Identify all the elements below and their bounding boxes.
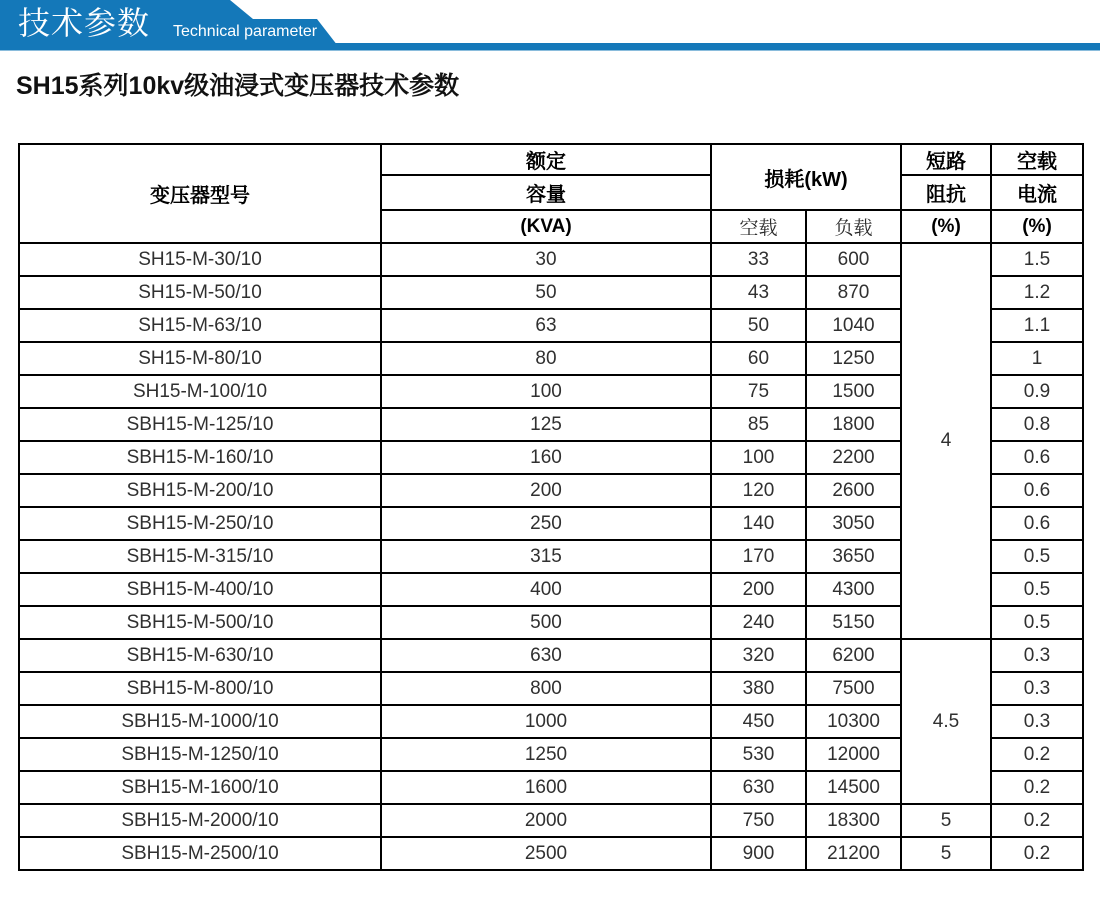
- capacity-cell: 1600: [381, 771, 711, 804]
- model-cell: SBH15-M-2000/10: [19, 804, 381, 837]
- banner-title-en: Technical parameter: [173, 23, 318, 40]
- no-load-current-cell: 0.6: [991, 441, 1083, 474]
- capacity-cell: 630: [381, 639, 711, 672]
- model-cell: SH15-M-63/10: [19, 309, 381, 342]
- no-load-loss-cell: 43: [711, 276, 806, 309]
- header-capacity-line1: 额定: [381, 144, 711, 175]
- capacity-cell: 200: [381, 474, 711, 507]
- no-load-loss-cell: 170: [711, 540, 806, 573]
- no-load-current-cell: 0.3: [991, 639, 1083, 672]
- capacity-cell: 63: [381, 309, 711, 342]
- model-cell: SBH15-M-160/10: [19, 441, 381, 474]
- no-load-current-cell: 1: [991, 342, 1083, 375]
- table-row: [19, 639, 1083, 672]
- no-load-current-cell: 0.2: [991, 771, 1083, 804]
- load-loss-cell: 1040: [806, 309, 901, 342]
- no-load-current-cell: 0.2: [991, 738, 1083, 771]
- no-load-current-cell: 0.5: [991, 606, 1083, 639]
- model-cell: SBH15-M-500/10: [19, 606, 381, 639]
- load-loss-cell: 7500: [806, 672, 901, 705]
- no-load-current-cell: 1.5: [991, 243, 1083, 276]
- load-loss-cell: 4300: [806, 573, 901, 606]
- no-load-current-cell: 0.2: [991, 804, 1083, 837]
- load-loss-cell: 3650: [806, 540, 901, 573]
- banner: [0, 0, 1100, 56]
- no-load-current-cell: 0.6: [991, 474, 1083, 507]
- load-loss-cell: 870: [806, 276, 901, 309]
- capacity-cell: 30: [381, 243, 711, 276]
- model-cell: SBH15-M-400/10: [19, 573, 381, 606]
- model-cell: SH15-M-30/10: [19, 243, 381, 276]
- impedance-cell: 4: [901, 243, 991, 639]
- table-row: [19, 243, 1083, 276]
- banner-title-cn: 技术参数: [18, 5, 151, 41]
- no-load-current-cell: 0.5: [991, 540, 1083, 573]
- header-current-line2: 电流: [991, 175, 1083, 210]
- header-row-1: [19, 144, 1083, 175]
- load-loss-cell: 2200: [806, 441, 901, 474]
- no-load-current-cell: 0.8: [991, 408, 1083, 441]
- no-load-loss-cell: 33: [711, 243, 806, 276]
- no-load-current-cell: 1.2: [991, 276, 1083, 309]
- header-impedance-line2: 阻抗: [901, 175, 991, 210]
- load-loss-cell: 18300: [806, 804, 901, 837]
- capacity-cell: 160: [381, 441, 711, 474]
- spec-table-wrap: [18, 143, 1082, 871]
- capacity-cell: 80: [381, 342, 711, 375]
- banner-shapes: [0, 0, 1100, 56]
- header-capacity-unit: (KVA): [381, 210, 711, 243]
- capacity-cell: 250: [381, 507, 711, 540]
- capacity-cell: 315: [381, 540, 711, 573]
- no-load-loss-cell: 140: [711, 507, 806, 540]
- impedance-cell: 4.5: [901, 639, 991, 804]
- no-load-loss-cell: 60: [711, 342, 806, 375]
- load-loss-cell: 600: [806, 243, 901, 276]
- load-loss-cell: 5150: [806, 606, 901, 639]
- no-load-loss-cell: 530: [711, 738, 806, 771]
- table-row: [19, 804, 1083, 837]
- capacity-cell: 1250: [381, 738, 711, 771]
- header-model: 变压器型号: [19, 144, 381, 243]
- table-row: [19, 837, 1083, 870]
- no-load-loss-cell: 240: [711, 606, 806, 639]
- header-capacity-line2: 容量: [381, 175, 711, 210]
- header-impedance-line1: 短路: [901, 144, 991, 175]
- no-load-current-cell: 0.2: [991, 837, 1083, 870]
- table-header: [19, 144, 1083, 243]
- no-load-current-cell: 1.1: [991, 309, 1083, 342]
- model-cell: SBH15-M-1000/10: [19, 705, 381, 738]
- no-load-loss-cell: 380: [711, 672, 806, 705]
- impedance-cell: 5: [901, 837, 991, 870]
- header-loss-group: 损耗(kW): [711, 144, 901, 210]
- no-load-current-cell: 0.6: [991, 507, 1083, 540]
- model-cell: SBH15-M-800/10: [19, 672, 381, 705]
- model-cell: SBH15-M-1250/10: [19, 738, 381, 771]
- no-load-loss-cell: 120: [711, 474, 806, 507]
- no-load-loss-cell: 450: [711, 705, 806, 738]
- model-cell: SBH15-M-630/10: [19, 639, 381, 672]
- capacity-cell: 125: [381, 408, 711, 441]
- capacity-cell: 500: [381, 606, 711, 639]
- capacity-cell: 2500: [381, 837, 711, 870]
- capacity-cell: 100: [381, 375, 711, 408]
- no-load-current-cell: 0.3: [991, 705, 1083, 738]
- impedance-cell: 5: [901, 804, 991, 837]
- load-loss-cell: 1500: [806, 375, 901, 408]
- load-loss-cell: 2600: [806, 474, 901, 507]
- no-load-loss-cell: 630: [711, 771, 806, 804]
- no-load-current-cell: 0.9: [991, 375, 1083, 408]
- capacity-cell: 50: [381, 276, 711, 309]
- header-loss-load: 负载: [806, 210, 901, 243]
- no-load-loss-cell: 75: [711, 375, 806, 408]
- capacity-cell: 400: [381, 573, 711, 606]
- model-cell: SBH15-M-200/10: [19, 474, 381, 507]
- no-load-loss-cell: 750: [711, 804, 806, 837]
- model-cell: SH15-M-50/10: [19, 276, 381, 309]
- no-load-current-cell: 0.5: [991, 573, 1083, 606]
- no-load-loss-cell: 100: [711, 441, 806, 474]
- model-cell: SH15-M-80/10: [19, 342, 381, 375]
- model-cell: SBH15-M-1600/10: [19, 771, 381, 804]
- no-load-loss-cell: 50: [711, 309, 806, 342]
- header-current-unit: (%): [991, 210, 1083, 243]
- model-cell: SBH15-M-2500/10: [19, 837, 381, 870]
- capacity-cell: 2000: [381, 804, 711, 837]
- no-load-current-cell: 0.3: [991, 672, 1083, 705]
- capacity-cell: 1000: [381, 705, 711, 738]
- load-loss-cell: 10300: [806, 705, 901, 738]
- load-loss-cell: 14500: [806, 771, 901, 804]
- model-cell: SH15-M-100/10: [19, 375, 381, 408]
- no-load-loss-cell: 900: [711, 837, 806, 870]
- no-load-loss-cell: 320: [711, 639, 806, 672]
- model-cell: SBH15-M-315/10: [19, 540, 381, 573]
- load-loss-cell: 6200: [806, 639, 901, 672]
- header-loss-noload: 空载: [711, 210, 806, 243]
- load-loss-cell: 12000: [806, 738, 901, 771]
- no-load-loss-cell: 200: [711, 573, 806, 606]
- no-load-loss-cell: 85: [711, 408, 806, 441]
- header-impedance-unit: (%): [901, 210, 991, 243]
- capacity-cell: 800: [381, 672, 711, 705]
- model-cell: SBH15-M-125/10: [19, 408, 381, 441]
- table-body: [19, 243, 1083, 870]
- load-loss-cell: 1250: [806, 342, 901, 375]
- load-loss-cell: 3050: [806, 507, 901, 540]
- model-cell: SBH15-M-250/10: [19, 507, 381, 540]
- header-current-line1: 空载: [991, 144, 1083, 175]
- spec-table: [18, 143, 1084, 871]
- page-title: SH15系列10kv级油浸式变压器技术参数: [16, 72, 460, 100]
- load-loss-cell: 21200: [806, 837, 901, 870]
- load-loss-cell: 1800: [806, 408, 901, 441]
